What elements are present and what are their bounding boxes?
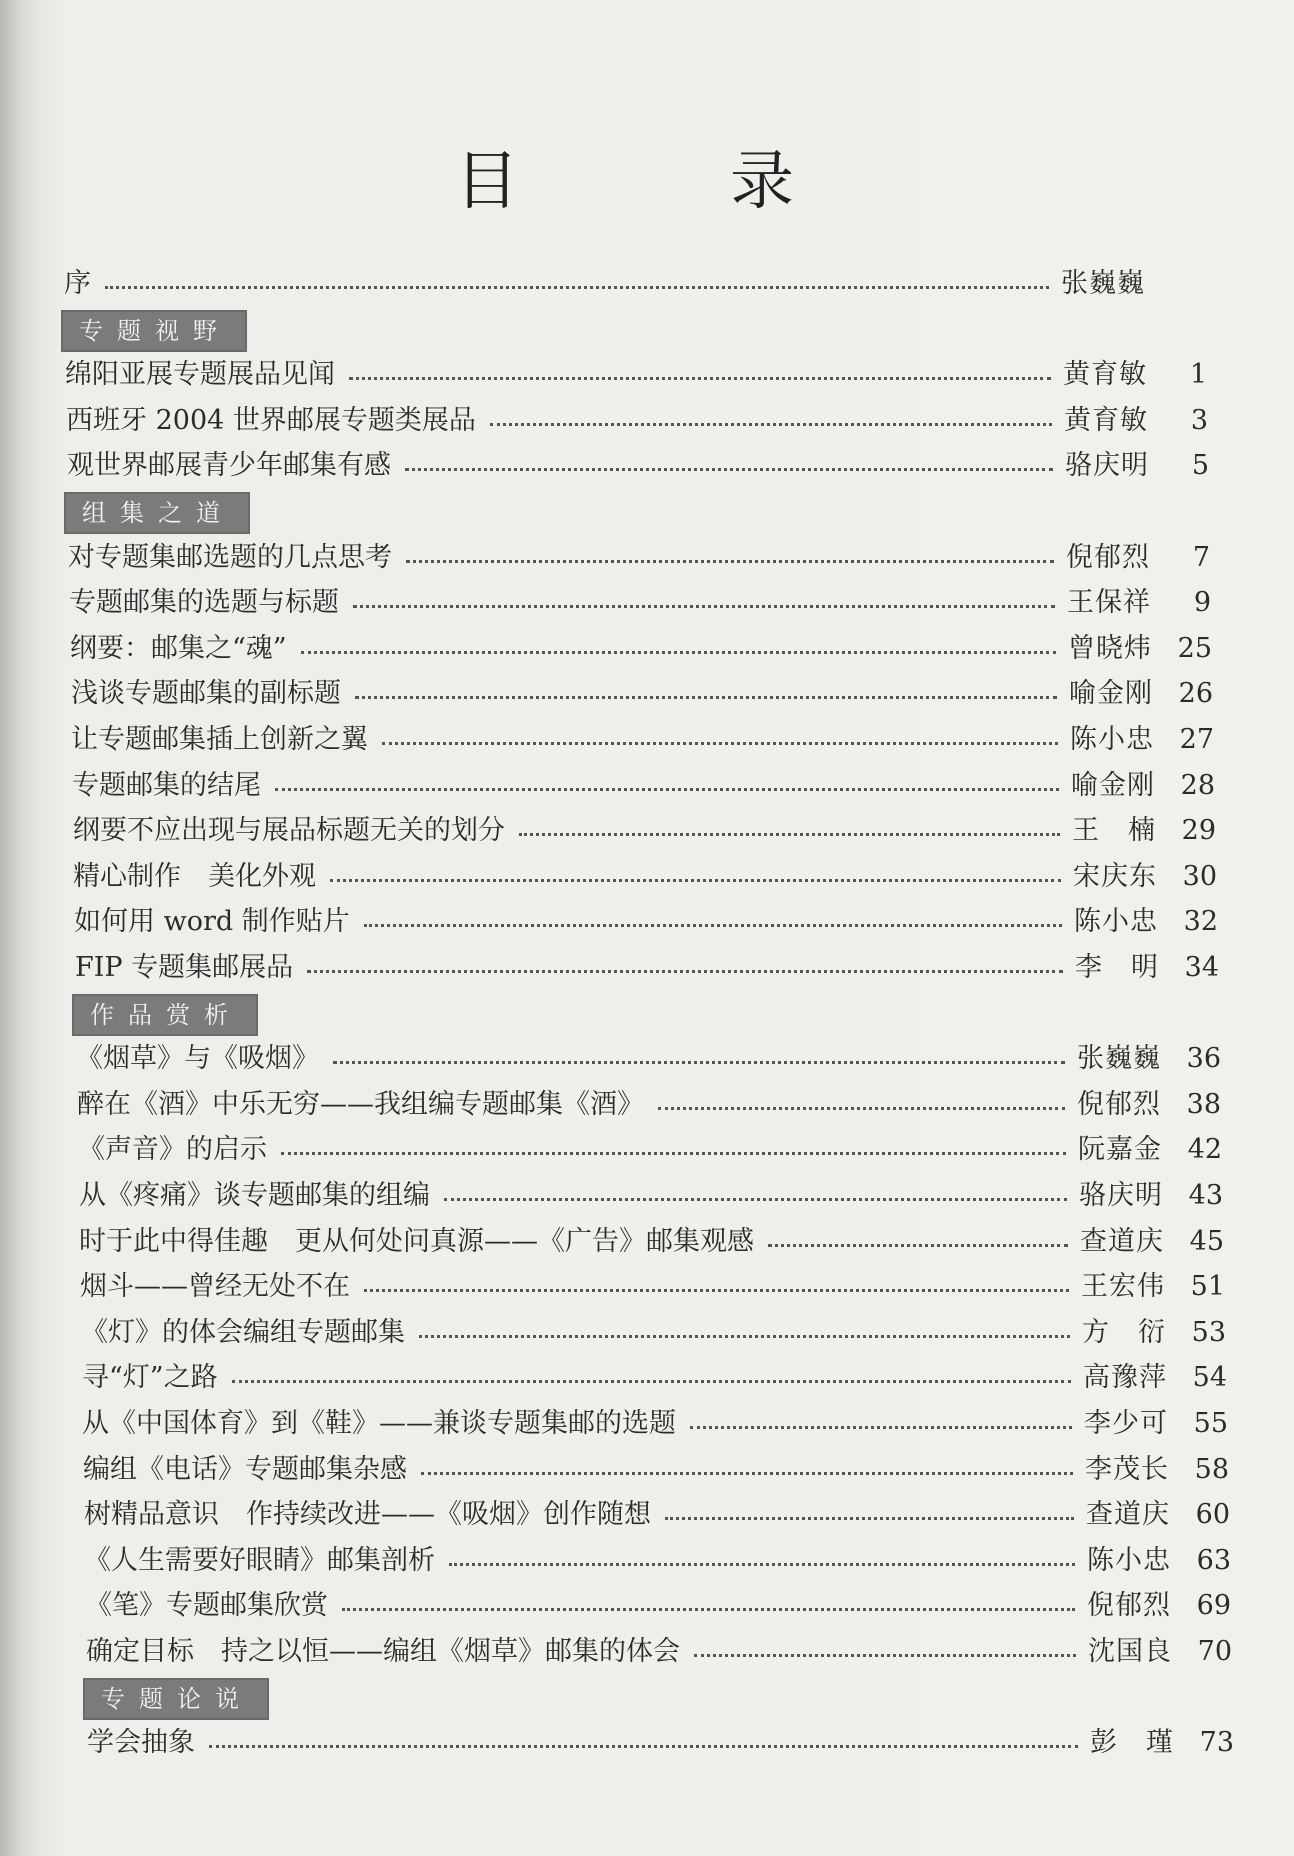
entry-page-number: 38: [1186, 1089, 1221, 1120]
entry-author: 李茂长: [1085, 1454, 1169, 1485]
entry-author: 阮嘉金: [1078, 1134, 1162, 1165]
entry-title: 确定目标 持之以恒——编组《烟草》邮集的体会: [86, 1636, 680, 1667]
entry-author: 倪郁烈: [1066, 542, 1150, 573]
entry-author: 李少可: [1084, 1408, 1168, 1439]
entry-title: 《声音》的启示: [78, 1134, 267, 1165]
entry-page-number: 1: [1189, 359, 1207, 390]
entry-author: 陈小忠: [1087, 1545, 1171, 1576]
entry-page-number: 27: [1179, 724, 1214, 755]
entry-author: 喻金刚: [1071, 770, 1155, 801]
toc-entry: [67, 444, 1209, 488]
entry-author: 王 楠: [1072, 815, 1156, 846]
entry-title: 观世界邮展青少年邮集有感: [67, 450, 391, 481]
entry-author: 方 衍: [1082, 1317, 1166, 1348]
dot-leader: [275, 764, 1059, 808]
entry-title: 《烟草》与《吸烟》: [76, 1043, 319, 1074]
entry-page-number: 7: [1192, 542, 1210, 573]
entry-page-number: 36: [1186, 1043, 1221, 1074]
toc-entry: [65, 353, 1207, 397]
entry-author: 王宏伟: [1081, 1271, 1165, 1302]
entry-page-number: 3: [1190, 405, 1208, 436]
entry-author: 陈小忠: [1074, 906, 1158, 937]
dot-leader: [382, 718, 1058, 762]
entry-author: 倪郁烈: [1077, 1089, 1161, 1120]
dot-leader: [232, 1356, 1071, 1400]
entry-title: 纲要不应出现与展品标题无关的划分: [73, 815, 505, 846]
entry-page-number: 69: [1196, 1590, 1231, 1621]
toc-entry: [66, 399, 1208, 443]
toc-entry: [86, 1630, 1232, 1674]
toc-entry: [82, 1402, 1228, 1446]
entry-page-number: 63: [1196, 1545, 1231, 1576]
entry-page-number: 70: [1197, 1636, 1232, 1667]
entry-page-number: 60: [1195, 1499, 1230, 1530]
entry-title: 专题邮集的结尾: [72, 770, 261, 801]
entry-page-number: 73: [1199, 1727, 1234, 1758]
dot-leader: [281, 1128, 1066, 1172]
toc-entry: [85, 1584, 1231, 1628]
toc-entry: [87, 1721, 1234, 1765]
entry-author: 李 明: [1075, 952, 1159, 983]
toc-entry: [75, 946, 1219, 990]
dot-leader: [406, 536, 1054, 580]
entry-title: 西班牙 2004 世界邮展专题类展品: [66, 405, 476, 436]
entry-page-number: 58: [1194, 1454, 1229, 1485]
toc-entry: [70, 627, 1212, 671]
entry-author: 张巍巍: [1061, 268, 1145, 299]
entry-page-number: 42: [1187, 1134, 1222, 1165]
entry-title: 浅谈专题邮集的副标题: [71, 678, 341, 709]
toc-entry: [81, 1311, 1226, 1355]
entry-title: 从《疼痛》谈专题邮集的组编: [79, 1180, 430, 1211]
entry-title: 专题邮集的选题与标题: [69, 587, 339, 618]
section-header: 专题视野: [61, 310, 247, 352]
entry-title: FIP 专题集邮展品: [75, 952, 294, 983]
entry-title: 《笔》专题邮集欣赏: [85, 1590, 328, 1621]
entry-page-number: 45: [1189, 1226, 1224, 1257]
dot-leader: [333, 1037, 1065, 1081]
dot-leader: [519, 809, 1060, 853]
entry-author: 彭 瑾: [1090, 1727, 1174, 1758]
entry-author: 倪郁烈: [1087, 1590, 1171, 1621]
entry-author: 查道庆: [1086, 1499, 1170, 1530]
dot-leader: [768, 1220, 1068, 1264]
section-header: 组集之道: [64, 492, 250, 534]
entry-author: 曾晓炜: [1068, 633, 1152, 664]
toc-entry: [73, 855, 1217, 899]
toc-entry: [82, 1356, 1227, 1400]
toc-entry: [79, 1220, 1224, 1264]
entry-page-number: 9: [1193, 587, 1211, 618]
dot-leader: [342, 1584, 1075, 1628]
entry-title: 序: [64, 268, 91, 299]
dot-leader: [665, 1493, 1074, 1537]
entry-page-number: 55: [1193, 1408, 1228, 1439]
dot-leader: [658, 1083, 1065, 1127]
entry-author: 黄育敏: [1064, 405, 1148, 436]
entry-author: 查道庆: [1080, 1226, 1164, 1257]
toc-entry: [76, 1037, 1221, 1081]
dot-leader: [209, 1721, 1078, 1765]
entry-page-number: 34: [1184, 952, 1219, 983]
entry-author: 骆庆明: [1079, 1180, 1163, 1211]
entry-title: 对专题集邮选题的几点思考: [68, 542, 392, 573]
toc-entry: [77, 1083, 1221, 1127]
dot-leader: [405, 444, 1053, 488]
dot-leader: [419, 1311, 1070, 1355]
dot-leader: [349, 353, 1051, 397]
dot-leader: [355, 672, 1057, 716]
entry-page-number: 5: [1191, 450, 1209, 481]
toc-entry: [83, 1448, 1229, 1492]
entry-title: 绵阳亚展专题展品见闻: [65, 359, 335, 390]
toc-entry: [80, 1265, 1225, 1309]
entry-page-number: 25: [1177, 633, 1212, 664]
entry-title: 《人生需要好眼睛》邮集剖析: [84, 1545, 435, 1576]
toc-entry: [73, 809, 1216, 853]
entry-title: 寻“灯”之路: [82, 1362, 218, 1393]
dot-leader: [364, 900, 1062, 944]
entry-author: 喻金刚: [1069, 678, 1153, 709]
entry-title: 从《中国体育》到《鞋》——兼谈专题集邮的选题: [82, 1408, 676, 1439]
dot-leader: [449, 1539, 1075, 1583]
entry-page-number: 54: [1192, 1362, 1227, 1393]
entry-author: 高豫萍: [1083, 1362, 1167, 1393]
toc-entry: [68, 536, 1210, 580]
entry-title: 让专题邮集插上创新之翼: [71, 724, 368, 755]
entry-author: 骆庆明: [1065, 450, 1149, 481]
entry-author: 王保祥: [1067, 587, 1151, 618]
page-title-char-1: 目: [455, 145, 519, 219]
entry-page-number: 28: [1180, 770, 1215, 801]
entry-page-number: 51: [1190, 1271, 1225, 1302]
toc-entry: [84, 1493, 1230, 1537]
entry-page-number: 53: [1191, 1317, 1226, 1348]
dot-leader: [364, 1265, 1069, 1309]
dot-leader: [421, 1448, 1073, 1492]
section-header: 作品赏析: [72, 994, 258, 1036]
toc-entry: [71, 672, 1213, 716]
entry-title: 编组《电话》专题邮集杂感: [83, 1454, 407, 1485]
entry-title: 学会抽象: [87, 1727, 195, 1758]
entry-author: 陈小忠: [1070, 724, 1154, 755]
entry-title: 树精品意识 作持续改进——《吸烟》创作随想: [84, 1499, 651, 1530]
toc-entry: [69, 581, 1211, 625]
entry-title: 时于此中得佳趣 更从何处问真源——《广告》邮集观感: [79, 1226, 754, 1257]
entry-title: 如何用 word 制作贴片: [74, 906, 350, 937]
entry-page-number: 26: [1178, 678, 1213, 709]
entry-title: 烟斗——曾经无处不在: [80, 1271, 350, 1302]
toc-entry: [78, 1128, 1222, 1172]
entry-page-number: 32: [1183, 906, 1218, 937]
section-header: 专题论说: [83, 1678, 269, 1720]
toc-entry: [72, 764, 1215, 808]
entry-page-number: 30: [1182, 861, 1217, 892]
entry-page-number: 43: [1188, 1180, 1223, 1211]
entry-title: 醉在《酒》中乐无穷——我组编专题邮集《酒》: [77, 1089, 644, 1120]
dot-leader: [307, 946, 1063, 990]
dot-leader: [444, 1174, 1067, 1218]
toc-entry: [84, 1539, 1231, 1583]
page-title: [0, 142, 1294, 222]
entry-author: 张巍巍: [1077, 1043, 1161, 1074]
dot-leader: [490, 399, 1052, 443]
entry-page-number: 29: [1181, 815, 1216, 846]
dot-leader: [690, 1402, 1072, 1446]
entry-title: 纲要：邮集之“魂”: [70, 633, 287, 664]
toc-entry: [74, 900, 1218, 944]
toc-entry: [79, 1174, 1223, 1218]
page-title-char-2: 录: [730, 145, 794, 219]
dot-leader: [330, 855, 1061, 899]
dot-leader: [105, 262, 1049, 306]
dot-leader: [301, 627, 1056, 671]
dot-leader: [353, 581, 1055, 625]
toc-entry: [71, 718, 1214, 762]
entry-author: 黄育敏: [1063, 359, 1147, 390]
preface-entry: [64, 262, 1157, 306]
dot-leader: [694, 1630, 1076, 1674]
entry-title: 《灯》的体会编组专题邮集: [81, 1317, 405, 1348]
entry-author: 宋庆东: [1073, 861, 1157, 892]
entry-title: 精心制作 美化外观: [73, 861, 316, 892]
entry-author: 沈国良: [1088, 1636, 1172, 1667]
